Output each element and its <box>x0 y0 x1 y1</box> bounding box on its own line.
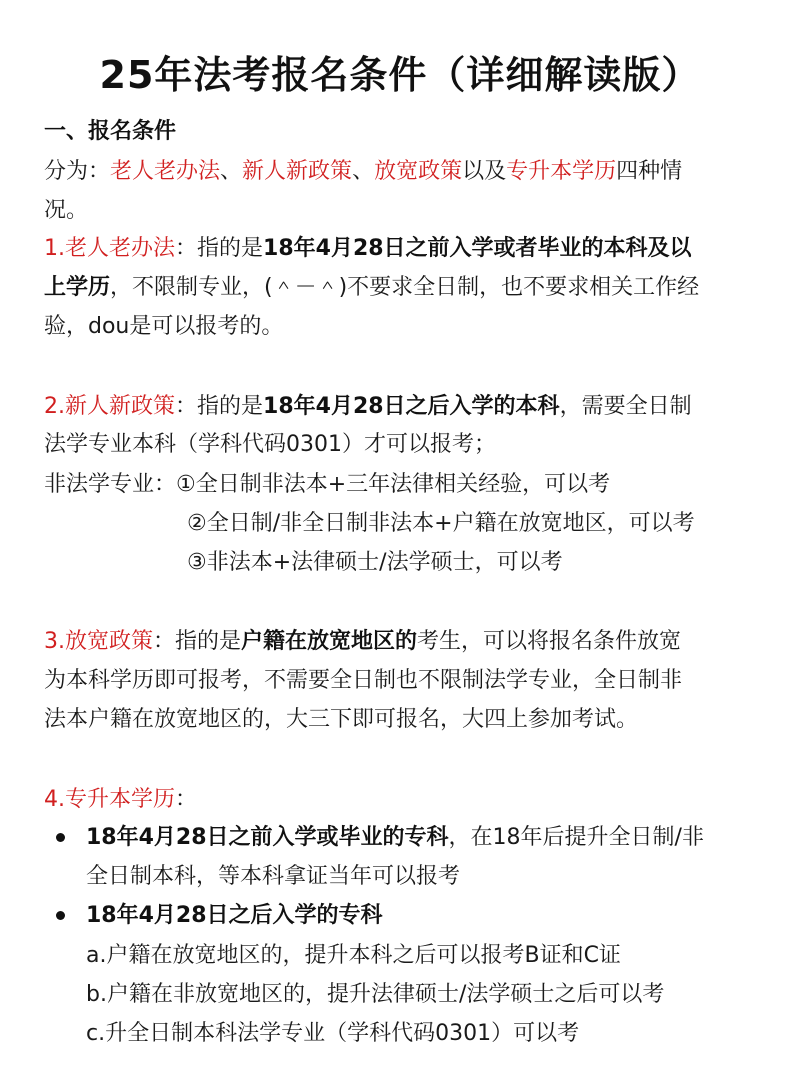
intro-prefix: 分为： <box>44 159 111 184</box>
item1-line-1 <box>44 234 692 264</box>
category-relaxed-policy: 放宽政策 <box>374 159 463 184</box>
item1-rest-text: ，不限制专业，(＾－＾)不要求全日制，也不要求相关工作经 <box>110 275 700 300</box>
item4-label: 4.专升本学历 <box>44 787 175 812</box>
sub-item-c: c.升全日制本科法学专业（学科代码0301）可以考 <box>86 1021 580 1046</box>
connector-text: 以及 <box>462 159 507 184</box>
item2-bold-text: 18年4月28日之后入学的本科 <box>263 394 560 419</box>
bullet-1-line-2: 全日制本科，等本科拿证当年可以报考 <box>86 864 461 889</box>
intro-line-2: 况。 <box>44 198 89 223</box>
category-old-rules: 老人老办法 <box>110 159 221 184</box>
sub-item-b: b.户籍在非放宽地区的，提升法律硕士/法学硕士之后可以考 <box>86 982 665 1007</box>
category-new-policy: 新人新政策 <box>242 159 353 184</box>
item3-line-3: 法本户籍在放宽地区的，大三下即可报名，大四上参加考试。 <box>44 707 639 732</box>
item4-heading <box>44 785 197 815</box>
option-1: ①全日制非法本+三年法律相关经验，可以考 <box>176 472 611 497</box>
item2-label: 2.新人新政策 <box>44 394 175 419</box>
item1-label: 1.老人老办法 <box>44 236 175 261</box>
page-title: 25年法考报名条件（详细解读版） <box>99 53 701 97</box>
separator: 、 <box>352 159 375 184</box>
item1-line-2 <box>44 273 699 303</box>
separator: 、 <box>220 159 243 184</box>
bullet-1-bold-text: 18年4月28日之前入学或毕业的专科 <box>86 825 449 850</box>
category-upgrade-degree: 专升本学历 <box>506 159 617 184</box>
item2-rest-text: ，需要全日制 <box>559 394 692 419</box>
sub-item-a: a.户籍在放宽地区的，提升本科之后可以报考B证和C证 <box>86 943 621 968</box>
intro-line-1 <box>44 157 682 187</box>
item2-line-1 <box>44 392 692 422</box>
section-heading: 一、报名条件 <box>44 119 177 144</box>
bullet-2-bold-text: 18年4月28日之后入学的专科 <box>86 903 383 928</box>
item4-colon: ： <box>175 787 198 812</box>
item2-colon: ：指的是 <box>175 394 264 419</box>
bullet-1-rest-text: ，在18年后提升全日制/非 <box>448 825 704 850</box>
item1-bold-text-2: 上学历 <box>44 275 111 300</box>
intro-suffix: 四种情 <box>616 159 683 184</box>
option-2: ②全日制/非全日制非法本+户籍在放宽地区，可以考 <box>187 511 695 536</box>
bullet-dot <box>56 911 65 920</box>
item1-colon: ：指的是 <box>175 236 264 261</box>
item3-bold-text: 户籍在放宽地区的 <box>241 629 418 654</box>
item2-nonlaw-line <box>44 470 610 500</box>
nonlaw-label: 非法学专业： <box>44 472 177 497</box>
item3-line-1 <box>44 627 681 657</box>
bullet-1-line-1 <box>86 823 704 853</box>
item1-line-3: 验，dou是可以报考的。 <box>44 314 284 339</box>
option-3: ③非法本+法律硕士/法学硕士，可以考 <box>187 550 563 575</box>
item3-colon: ：指的是 <box>153 629 242 654</box>
bullet-dot <box>56 833 65 842</box>
item3-rest-text: 考生，可以将报名条件放宽 <box>417 629 682 654</box>
item3-label: 3.放宽政策 <box>44 629 153 654</box>
item2-line-2: 法学专业本科（学科代码0301）才可以报考； <box>44 432 496 457</box>
item3-line-2: 为本科学历即可报考，不需要全日制也不限制法学专业，全日制非 <box>44 668 683 693</box>
item1-bold-text: 18年4月28日之前入学或者毕业的本科及以 <box>263 236 692 261</box>
